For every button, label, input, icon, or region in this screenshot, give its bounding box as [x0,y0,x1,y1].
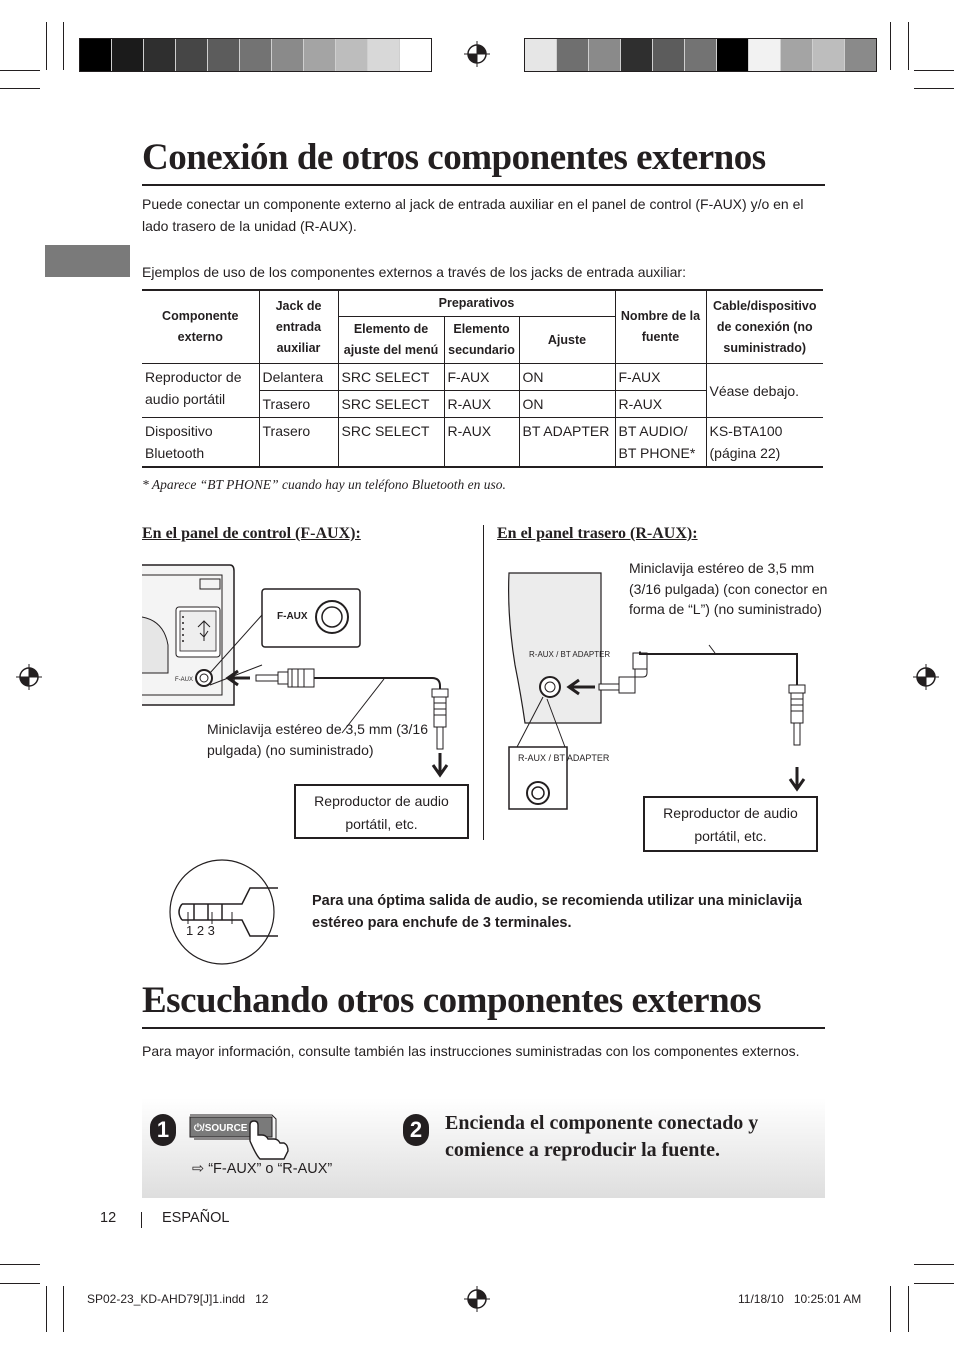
color-swatch [176,39,208,71]
color-swatch [621,39,653,71]
crop-mark [0,88,40,89]
cell-fuente: BT AUDIO/ BT PHONE* [615,418,706,468]
color-swatch [336,39,368,71]
header-elemento-menu: Elemento de ajuste del menú [338,317,444,364]
color-swatch [304,39,336,71]
crop-mark [908,22,909,70]
cell-componente: Reproductor de audio portátil [142,364,259,418]
color-swatch [589,39,621,71]
cell-secundario: R-AUX [444,391,519,418]
cell-secundario: F-AUX [444,364,519,391]
title-rule [142,1027,825,1029]
arrow-right-icon: ⇨ [192,1161,205,1177]
front-plug-caption: Miniclavija estéreo de 3,5 mm (3/16 pulgada) (no suministrado) [207,721,428,758]
crop-mark [914,1264,954,1265]
rear-device-box: Reproductor de audio portátil, etc. [643,796,818,852]
table-row [142,364,823,391]
crop-mark [914,70,954,71]
cell-jack: Trasero [259,391,338,418]
crop-mark [0,70,40,71]
section2-intro: Para mayor información, consulte también las instrucciones suministradas con los componentes externos. [142,1043,800,1059]
crop-mark [0,1264,40,1265]
header-ajuste: Ajuste [519,317,615,364]
header-preparativos: Preparativos [338,290,615,317]
color-swatch [368,39,400,71]
front-device-box: Reproductor de audio portátil, etc. [294,784,469,839]
cell-menu: SRC SELECT [338,418,444,468]
cell-ajuste: ON [519,364,615,391]
header-elemento-secundario: Elemento secundario [444,317,519,364]
color-bar-left [79,38,432,72]
slug-filename: SP02-23_KD-AHD79[J]1.indd 12 [87,1292,269,1306]
cell-cable: Véase debajo. [706,364,823,418]
crop-mark [914,88,954,89]
crop-mark [890,22,891,70]
front-panel-heading: En el panel de control (F-AUX): [142,525,361,542]
intro-paragraph: Puede conectar un componente externo al jack de entrada auxiliar en el panel de control (F-AUX) y/o en el lado trasero de la unidad (R-AUX). [142,196,804,234]
rear-panel-heading: En el panel trasero (R-AUX): [497,525,698,542]
jack-label-small: F-AUX [175,677,193,683]
table-footnote: * Aparece “BT PHONE” cuando hay un teléfono Bluetooth en uso. [142,477,506,492]
cell-cable: KS-BTA100 (página 22) [706,418,823,468]
crop-mark [0,1283,40,1284]
cell-jack: Delantera [259,364,338,391]
color-swatch [400,39,431,71]
color-swatch [749,39,781,71]
cell-menu: SRC SELECT [338,364,444,391]
registration-mark-icon [913,664,939,690]
cell-menu: SRC SELECT [338,391,444,418]
title-rule [142,184,825,186]
registration-mark-icon [16,664,42,690]
crop-mark [63,1286,64,1332]
crop-mark [46,1286,47,1332]
color-swatch [717,39,749,71]
section-title: Conexión de otros componentes externos [142,137,766,178]
registration-mark-icon [464,41,490,67]
color-swatch [80,39,112,71]
color-swatch [685,39,717,71]
plug-terminals-icon [168,858,278,966]
section-title: Escuchando otros componentes externos [142,980,762,1021]
cell-secundario: R-AUX [444,418,519,468]
color-swatch [653,39,685,71]
cell-jack: Trasero [259,418,338,468]
cell-fuente: F-AUX [615,364,706,391]
step-1-result: “F-AUX” o “R-AUX” [208,1161,333,1177]
color-swatch [557,39,589,71]
crop-mark [908,1286,909,1332]
source-button-label: ⏻/SOURCE [194,1123,248,1134]
plug-recommendation: Para una óptima salida de audio, se recomienda utilizar una miniclavija estéreo para enchufe de 3 terminales. [312,893,802,931]
crop-mark [914,1283,954,1284]
cell-ajuste: BT ADAPTER [519,418,615,468]
jack-label-zoom: R-AUX / BT ADAPTER [518,753,610,763]
color-bar-right [524,38,877,72]
examples-intro: Ejemplos de uso de los componentes externos a través de los jacks de entrada auxiliar: [142,264,686,280]
jack-label-large: F-AUX [277,611,308,622]
color-swatch [525,39,557,71]
header-nombre-fuente: Nombre de la fuente [615,290,706,364]
header-componente: Componente externo [142,290,259,364]
divider [483,525,484,840]
cell-componente: Dispositivo Bluetooth [142,418,259,468]
rear-plug-caption: Miniclavija estéreo de 3,5 mm (3/16 pulgada) (con conector en forma de “L”) (no suministrado) [629,560,828,617]
slug-date: 11/18/10 10:25:01 AM [738,1292,862,1306]
cell-fuente: R-AUX [615,391,706,418]
aux-input-table [142,289,823,468]
color-swatch [845,39,876,71]
table-row [142,418,823,468]
footer-separator [141,1212,142,1228]
header-jack: Jack de entrada auxiliar [259,290,338,364]
footer-language: ESPAÑOL [162,1210,230,1226]
color-swatch [272,39,304,71]
color-swatch [112,39,144,71]
step-2-number: 2 [403,1114,429,1146]
step-1-number: 1 [150,1114,176,1146]
crop-mark [63,22,64,70]
crop-mark [890,1286,891,1332]
cell-ajuste: ON [519,391,615,418]
color-swatch [144,39,176,71]
header-cable: Cable/dispositivo de conexión (no suministrado) [706,290,823,364]
color-swatch [240,39,272,71]
color-swatch [208,39,240,71]
terminal-numbers: 1 2 3 [186,923,215,938]
registration-mark-icon [464,1286,490,1312]
color-swatch [813,39,845,71]
source-button-icon [188,1111,292,1161]
jack-label-panel: R-AUX / BT ADAPTER [529,650,611,659]
step-1-result-line [192,1161,332,1177]
crop-mark [46,22,47,70]
step-2-text: Encienda el componente conectado y comience a reproducir la fuente. [445,1112,759,1161]
color-swatch [781,39,813,71]
page-number: 12 [100,1210,117,1226]
language-side-tab [45,245,130,277]
